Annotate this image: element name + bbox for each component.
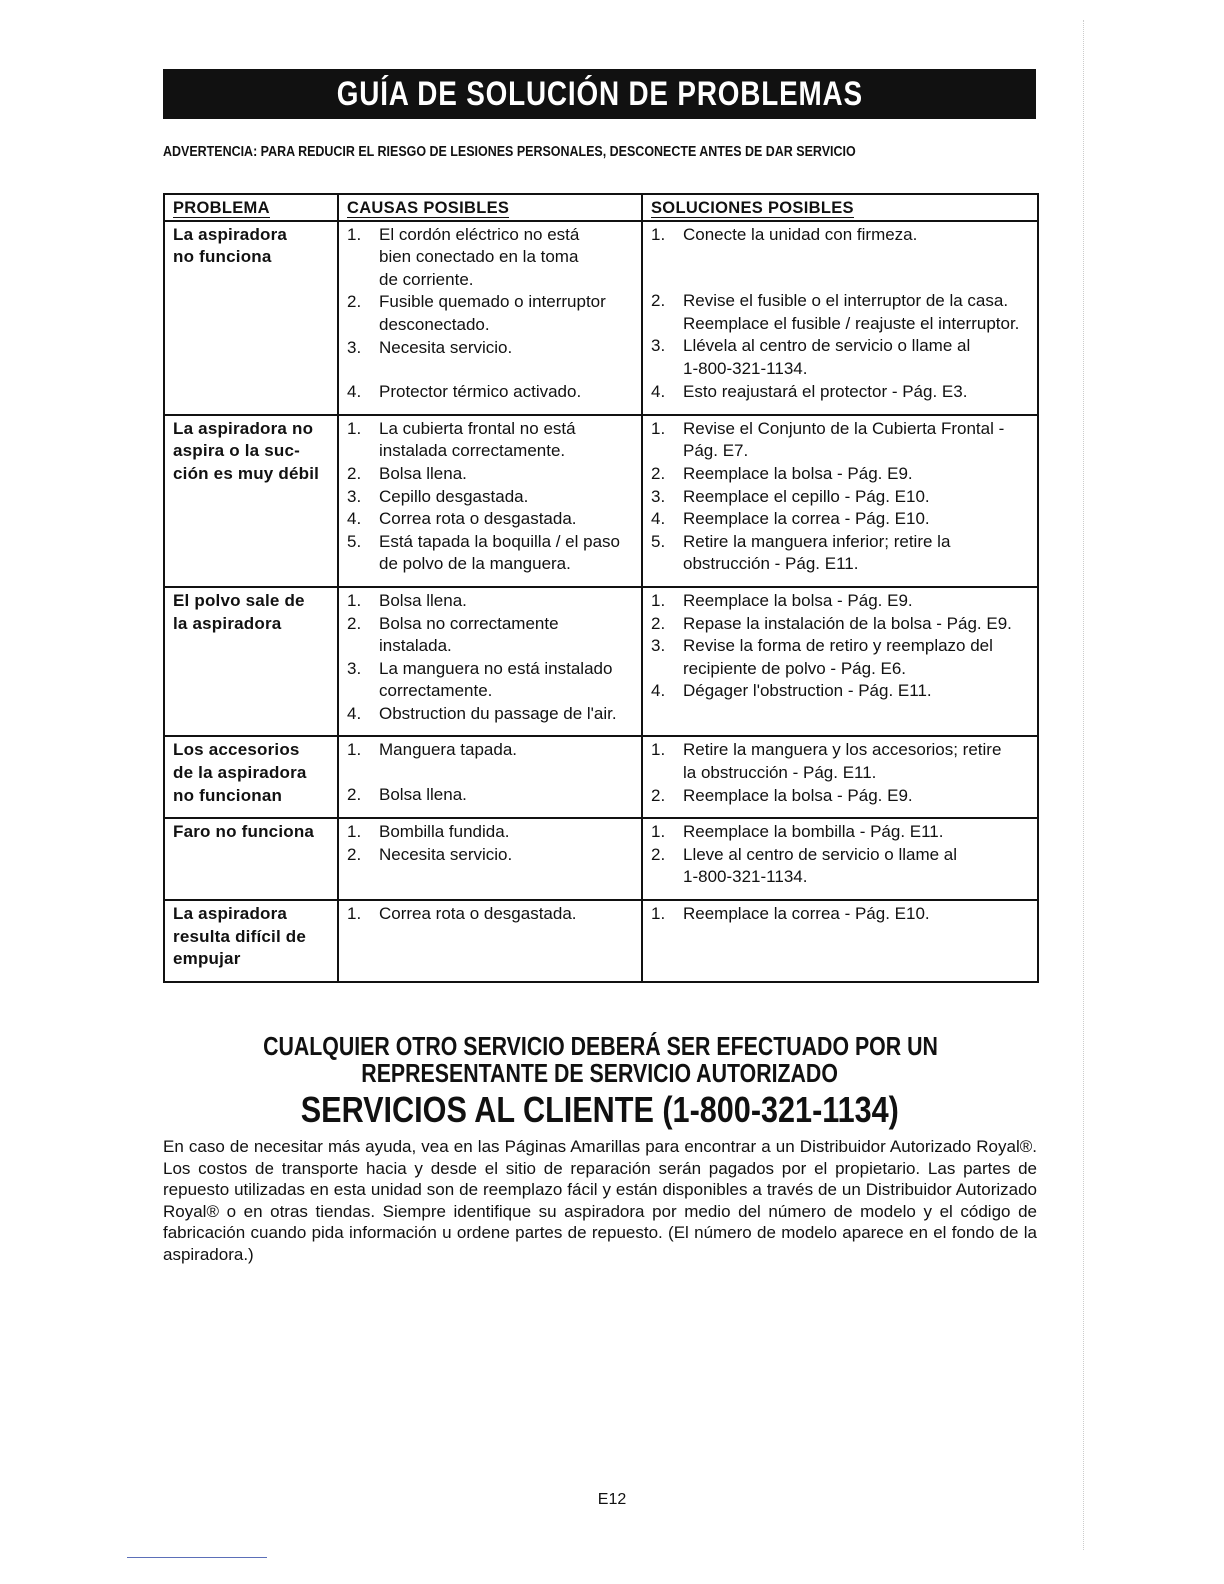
item-number: 3. — [651, 486, 666, 506]
causes-list — [347, 739, 635, 806]
problem-text: Faro no funciona — [173, 822, 315, 842]
item-text: Llévela al centro de servicio o llame al 1-800-321-1134. — [683, 336, 971, 378]
cause-item — [347, 291, 635, 336]
problem-text: La aspiradora no funciona — [173, 224, 288, 267]
item-text: Bombilla fundida. — [379, 822, 510, 842]
item-number: 4. — [651, 509, 666, 529]
table-header-row — [164, 194, 1038, 221]
item-number: 3. — [347, 486, 362, 506]
header-causes — [338, 194, 642, 221]
spacer — [651, 246, 1031, 268]
item-text: Reemplace la bombilla - Pág. E11. — [683, 822, 944, 842]
item-text: Está tapada la boquilla / el paso de polvo de la manguera. — [379, 531, 621, 574]
solution-item — [651, 613, 1031, 636]
causes-cell — [338, 415, 642, 587]
item-text: Lleve al centro de servicio o llame al 1-800-321-1134. — [683, 844, 958, 887]
item-number: 4. — [651, 381, 666, 401]
item-text: Necesita servicio. — [379, 337, 513, 357]
solutions-list — [651, 903, 1031, 926]
problem-text: La aspiradora no aspira o la suc- ción es muy débil — [173, 418, 320, 483]
cause-item — [347, 844, 635, 867]
solutions-cell — [642, 900, 1038, 982]
solutions-cell — [642, 587, 1038, 737]
solutions-list — [651, 224, 1031, 404]
customer-service-heading — [163, 1090, 1037, 1130]
problem-cell — [164, 736, 338, 818]
footer-line-1: CUALQUIER OTRO SERVICIO DEBERÁ SER EFECTUADO POR UN — [262, 1031, 938, 1061]
causes-cell — [338, 221, 642, 415]
problem-text: La aspiradora resulta difícil de empujar — [173, 904, 307, 969]
table-row — [164, 736, 1038, 818]
causes-cell — [338, 818, 642, 900]
item-number: 1. — [651, 740, 666, 760]
item-text: Reemplace la correa - Pág. E10. — [683, 509, 930, 529]
cause-item — [347, 739, 635, 762]
customer-service-text: SERVICIOS AL CLIENTE (1-800-321-1134) — [300, 1089, 900, 1130]
item-text: Revise la forma de retiro y reemplazo del recipiente de polvo - Pág. E6. — [683, 636, 993, 678]
causes-cell — [338, 736, 642, 818]
solution-item — [651, 224, 1031, 247]
cause-item — [347, 337, 635, 360]
item-text: Revise el Conjunto de la Cubierta Frontal - Pág. E7. — [683, 418, 1005, 461]
item-number: 1. — [347, 224, 362, 244]
item-number: 3. — [651, 336, 666, 356]
cause-item — [347, 508, 635, 531]
header-causes-label: CAUSAS POSIBLES — [347, 199, 510, 217]
item-text: Repase la instalación de la bolsa - Pág. E9. — [683, 613, 1012, 633]
item-text: Fusible quemado o interruptor desconectado. — [379, 292, 606, 334]
solution-item — [651, 508, 1031, 531]
item-number: 3. — [347, 337, 362, 357]
solution-item — [651, 821, 1031, 844]
solution-item — [651, 418, 1031, 463]
solutions-list — [651, 821, 1031, 889]
item-number: 4. — [347, 382, 362, 402]
item-text: Bolsa llena. — [379, 590, 467, 610]
solution-item — [651, 844, 1031, 889]
item-number: 1. — [651, 418, 666, 438]
item-text: Manguera tapada. — [379, 740, 517, 760]
solution-item — [651, 590, 1031, 613]
item-number: 4. — [347, 703, 362, 723]
solution-item — [651, 290, 1031, 335]
item-text: Revise el fusible o el interruptor de la casa. Reemplace el fusible / reajuste el interruptor. — [683, 291, 1020, 333]
cause-item — [347, 531, 635, 576]
troubleshooting-table — [163, 193, 1039, 983]
causes-list — [347, 590, 635, 726]
cause-item — [347, 903, 635, 926]
item-text: Dégager l'obstruction - Pág. E11. — [683, 681, 932, 701]
table-row — [164, 587, 1038, 737]
item-number: 1. — [347, 418, 362, 438]
item-text: Reemplace la bolsa - Pág. E9. — [683, 463, 913, 483]
solution-item — [651, 739, 1031, 784]
item-text: Protector térmico activado. — [379, 382, 582, 402]
item-number: 3. — [651, 636, 666, 656]
header-solutions — [642, 194, 1038, 221]
cause-item — [347, 381, 635, 404]
item-text: Reemplace la bolsa - Pág. E9. — [683, 785, 913, 805]
item-text: Correa rota o desgastada. — [379, 509, 577, 529]
page-title: GUÍA DE SOLUCIÓN DE PROBLEMAS — [336, 74, 863, 113]
item-number: 2. — [347, 613, 362, 633]
table-row — [164, 900, 1038, 982]
cause-item — [347, 821, 635, 844]
table-row — [164, 221, 1038, 415]
cause-item — [347, 613, 635, 658]
solution-item — [651, 785, 1031, 808]
header-problem-label: PROBLEMA — [173, 199, 270, 217]
header-problem — [164, 194, 338, 221]
problem-cell — [164, 587, 338, 737]
solution-item — [651, 680, 1031, 703]
cause-item — [347, 418, 635, 463]
item-number: 1. — [347, 590, 362, 610]
item-number: 1. — [347, 822, 362, 842]
causes-list — [347, 224, 635, 404]
problem-text: Los accesorios de la aspiradora no funcionan — [173, 740, 307, 805]
causes-list — [347, 821, 635, 866]
solutions-cell — [642, 221, 1038, 415]
item-number: 2. — [347, 785, 362, 805]
item-number: 1. — [347, 740, 362, 760]
item-text: Esto reajustará el protector - Pág. E3. — [683, 381, 968, 401]
cause-item — [347, 658, 635, 703]
scan-edge — [1083, 20, 1084, 1550]
causes-cell — [338, 900, 642, 982]
footer-notice — [163, 1033, 1037, 1087]
item-text: Conecte la unidad con firmeza. — [683, 224, 918, 244]
item-number: 1. — [651, 904, 666, 924]
item-number: 4. — [347, 509, 362, 529]
item-number: 2. — [651, 785, 666, 805]
divider-line — [127, 1557, 267, 1558]
cause-item — [347, 590, 635, 613]
item-text: Reemplace el cepillo - Pág. E10. — [683, 486, 930, 506]
item-text: Bolsa llena. — [379, 463, 467, 483]
item-text: La cubierta frontal no está instalada correctamente. — [379, 418, 576, 461]
item-text: Retire la manguera inferior; retire la obstrucción - Pág. E11. — [683, 531, 951, 574]
solutions-list — [651, 590, 1031, 703]
problem-cell — [164, 900, 338, 982]
item-text: Reemplace la correa - Pág. E10. — [683, 904, 930, 924]
item-number: 1. — [347, 904, 362, 924]
item-text: Necesita servicio. — [379, 844, 513, 864]
item-text: El cordón eléctrico no está bien conectado en la toma de corriente. — [379, 224, 580, 289]
solution-item — [651, 903, 1031, 926]
item-text: Bolsa no correctamente instalada. — [379, 613, 559, 656]
cause-item — [347, 784, 635, 807]
item-number: 2. — [651, 463, 666, 483]
cause-item — [347, 486, 635, 509]
spacer — [651, 268, 1031, 290]
page-number: E12 — [597, 1491, 627, 1508]
item-text: Cepillo desgastada. — [379, 486, 529, 506]
item-text: Retire la manguera y los accesorios; retire la obstrucción - Pág. E11. — [683, 740, 1002, 783]
help-paragraph: En caso de necesitar más ayuda, vea en las Páginas Amarillas para encontrar a un Distribuidor Autorizado Royal®. Los costos de transporte hacia y desde el sitio de reparación serán pagados por el propietario. Las partes de repuesto utilizadas en esta unidad son de reemplazo fácil y están disponibles a través de un Distribuidor Autorizado Royal® o en otras tiendas. Siempre identifique su aspiradora por medio del número de modelo y el código de fabricación cuando pida información u ordene partes de repuesto. (El número de modelo aparece en el fondo de la aspiradora.) — [163, 1137, 1037, 1264]
warning-text: ADVERTENCIA: PARA REDUCIR EL RIESGO DE LESIONES PERSONALES, DESCONECTE ANTES DE DAR SERVICIO — [163, 144, 856, 160]
solution-item — [651, 635, 1031, 680]
solution-item — [651, 381, 1031, 404]
cause-item — [347, 703, 635, 726]
cause-item — [347, 463, 635, 486]
item-text: Reemplace la bolsa - Pág. E9. — [683, 590, 913, 610]
solution-item — [651, 531, 1031, 576]
item-number: 3. — [347, 658, 362, 678]
item-number: 4. — [651, 681, 666, 701]
solutions-list — [651, 739, 1031, 807]
item-number: 2. — [651, 844, 666, 864]
solution-item — [651, 463, 1031, 486]
item-number: 5. — [347, 531, 362, 551]
item-number: 1. — [651, 822, 666, 842]
item-number: 1. — [651, 224, 666, 244]
solutions-cell — [642, 415, 1038, 587]
footer-line-2: REPRESENTANTE DE SERVICIO AUTORIZADO — [361, 1058, 839, 1088]
warning-notice — [163, 144, 1043, 160]
solution-item — [651, 486, 1031, 509]
item-number: 5. — [651, 531, 666, 551]
problem-cell — [164, 221, 338, 415]
table-row — [164, 818, 1038, 900]
table-row — [164, 415, 1038, 587]
problem-text: El polvo sale de la aspiradora — [173, 590, 305, 633]
header-solutions-label: SOLUCIONES POSIBLES — [651, 199, 854, 217]
spacer — [347, 359, 635, 381]
spacer — [347, 762, 635, 784]
item-number: 2. — [347, 292, 362, 312]
item-number: 2. — [347, 463, 362, 483]
item-number: 1. — [651, 590, 666, 610]
solutions-list — [651, 418, 1031, 576]
item-text: La manguera no está instalado correctamente. — [379, 658, 613, 701]
solutions-cell — [642, 818, 1038, 900]
item-text: Bolsa llena. — [379, 785, 467, 805]
page-title-banner — [163, 69, 1036, 119]
table-body — [164, 221, 1038, 982]
item-number: 2. — [651, 613, 666, 633]
problem-cell — [164, 818, 338, 900]
item-text: Correa rota o desgastada. — [379, 904, 577, 924]
item-number: 2. — [651, 291, 666, 311]
solutions-cell — [642, 736, 1038, 818]
item-number: 2. — [347, 844, 362, 864]
item-text: Obstruction du passage de l'air. — [379, 703, 617, 723]
solution-item — [651, 335, 1031, 380]
causes-cell — [338, 587, 642, 737]
causes-list — [347, 903, 635, 926]
problem-cell — [164, 415, 338, 587]
cause-item — [347, 224, 635, 292]
causes-list — [347, 418, 635, 576]
